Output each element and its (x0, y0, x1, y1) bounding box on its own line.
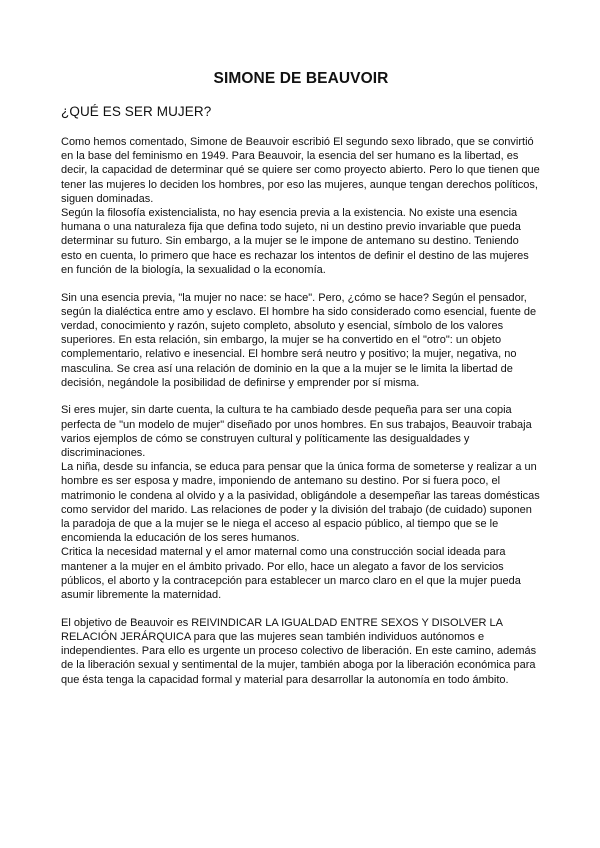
section-intro (61, 135, 541, 277)
paragraph: Según la filosofía existencialista, no hay esencia previa a la existencia. No existe una esencia humana o una naturaleza fija que defina todo sujeto, ni un destino previo invariable que pueda determinar su futuro. Sin embargo, a la mujer se le impone de antemano su destino. Teniendo esto en cuenta, lo primero que hace es rechazar los intentos de definir el destino de las mujeres en función de la biología, la sexualidad o la economía. (61, 207, 529, 276)
section-objective (61, 616, 541, 687)
document-page (61, 70, 541, 687)
paragraph: Como hemos comentado, Simone de Beauvoir escribió El segundo sexo librado, que se convirtió en la base del feminismo en 1949. Para Beauvoir, la esencia del ser humano es la libertad, es decir, la capacidad de determinar qué se quiere ser como proyecto abierto. Pero lo que tienen que tener las mujeres lo deciden los hombres, por eso las mujeres, aunque tengan derechos políticos, siguen dominadas. (61, 136, 540, 205)
paragraph: Si eres mujer, sin darte cuenta, la cultura te ha cambiado desde pequeña para ser una copia perfecta de "un modelo de mujer" diseñado por unos hombres. En sus trabajos, Beauvoir trabaja varios ejemplos de cómo se construyen cultural y políticamente las desigualdades y discriminaciones. (61, 404, 532, 460)
section-culture (61, 403, 541, 602)
section-dialectic (61, 291, 541, 390)
paragraph: La niña, desde su infancia, se educa para pensar que la única forma de someterse y realizar a un hombre es ser esposa y madre, imponiendo de antemano su destino. Por si fuera poco, el matrimonio le condena al olvido y a la pasividad, obligándole a desempeñar las tareas domésticas como servidor del marido. Las relaciones de poder y la división del trabajo (de cuidado) suponen la paradoja de que a la mujer se le niega el acceso al espacio público, al tiempo que se le encomienda la educación de los seres humanos. (61, 461, 540, 545)
paragraph: Critica la necesidad maternal y el amor maternal como una construcción social ideada para mantener a la mujer en el ámbito privado. Por ello, hace un alegato a favor de los servicios públicos, el aborto y la contracepción para establecer un marco claro en el que la mujer pueda asumir libremente la maternidad. (61, 546, 521, 602)
document-title: SIMONE DE BEAUVOIR (213, 70, 389, 87)
paragraph: Sin una esencia previa, "la mujer no nace: se hace". Pero, ¿cómo se hace? Según el pensador, según la dialéctica entre amo y esclavo. El hombre ha sido considerado como esencial, fuente de verdad, conocimiento y razón, sujeto completo, absoluto y esencial, símbolo de los valores superiores. En esta relación, sin embargo, la mujer se ha convertido en el "otro": un objeto complementario, relativo e inesencial. El hombre será neutro y positivo; la mujer, negativa, no masculina. Se crea así una relación de dominio en la que a la mujer se le limita la libertad de decisión, negándole la posibilidad de definirse y emprender por sí misma. (61, 291, 537, 389)
document-subtitle: ¿QUÉ ES SER MUJER? (61, 104, 212, 119)
paragraph: El objetivo de Beauvoir es REIVINDICAR LA IGUALDAD ENTRE SEXOS Y DISOLVER LA RELACIÓN JERÁRQUICA para que las mujeres sean también individuos autónomos e independientes. Para ello es urgente un proceso colectivo de liberación. En este camino, además de la liberación sexual y sentimental de la mujer, también aboga por la liberación económica para que ésta tenga la capacidad formal y material para desarrollar la autonomía en todo ámbito. (61, 616, 537, 686)
